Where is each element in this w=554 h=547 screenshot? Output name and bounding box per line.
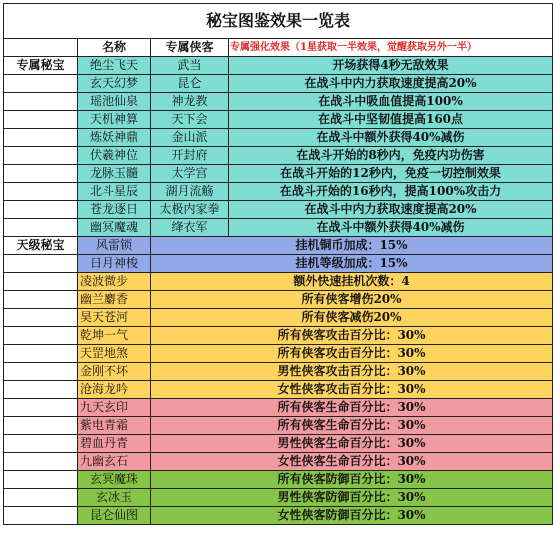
header-row: [4, 39, 553, 57]
category-cell: [4, 219, 78, 237]
table-row: [4, 345, 553, 363]
treasure-name: 紫电青霜: [78, 417, 151, 435]
effect-text: 在战斗中额外获得40%减伤: [229, 129, 553, 147]
category-cell: [4, 489, 78, 507]
hero-name: 武当: [151, 57, 229, 75]
treasure-name: 绝尘飞天: [78, 57, 151, 75]
category-cell: [4, 183, 78, 201]
treasure-name: 天罡地煞: [78, 345, 151, 363]
treasure-name: 沧海龙吟: [78, 381, 151, 399]
effect-text: 女性侠客防御百分比：30%: [151, 507, 553, 525]
hero-name: 绛衣军: [151, 219, 229, 237]
category-cell: [4, 273, 78, 291]
table-row: [4, 75, 553, 93]
treasure-name: 九天玄印: [78, 399, 151, 417]
effect-text: 女性侠客生命百分比：30%: [151, 453, 553, 471]
effect-text: 所有侠客攻击百分比：30%: [151, 345, 553, 363]
effect-text: 在战斗中吸血值提高100%: [229, 93, 553, 111]
treasure-name: 凌波微步: [78, 273, 151, 291]
table-row: [4, 453, 553, 471]
table-row: [4, 255, 553, 273]
hero-name: 神龙教: [151, 93, 229, 111]
table-row: [4, 435, 553, 453]
treasure-name: 瑶池仙泉: [78, 93, 151, 111]
hero-name: 天下会: [151, 111, 229, 129]
category-cell: [4, 255, 78, 273]
treasure-name: 幽冥魔魂: [78, 219, 151, 237]
table-row: [4, 237, 553, 255]
category-cell: [4, 345, 78, 363]
table-row: [4, 165, 553, 183]
effect-text: 在战斗中坚韧值提高160点: [229, 111, 553, 129]
category-label: 专属秘宝: [4, 57, 78, 75]
category-cell: [4, 201, 78, 219]
effect-text: 开场获得4秒无敌效果: [229, 57, 553, 75]
treasure-name: 金刚不坏: [78, 363, 151, 381]
table-row: [4, 417, 553, 435]
table-row: [4, 327, 553, 345]
header-note: 专属强化效果（1星获取一半效果，觉醒获取另外一半）: [229, 39, 553, 57]
treasure-name: 昆仑仙图: [78, 507, 151, 525]
hero-name: 太学宫: [151, 165, 229, 183]
treasure-name: 玄冰玉: [78, 489, 151, 507]
table-row: [4, 489, 553, 507]
hero-name: 太极内家拳: [151, 201, 229, 219]
treasure-name: 碧血丹青: [78, 435, 151, 453]
category-cell: [4, 129, 78, 147]
category-label: 天级秘宝: [4, 237, 78, 255]
category-cell: [4, 417, 78, 435]
category-cell: [4, 381, 78, 399]
effect-text: 所有侠客增伤20%: [151, 291, 553, 309]
table-row: [4, 147, 553, 165]
table-row: [4, 201, 553, 219]
category-cell: [4, 363, 78, 381]
table-row: [4, 93, 553, 111]
effect-text: 所有侠客生命百分比：30%: [151, 417, 553, 435]
effect-text: 额外快速挂机次数：4: [151, 273, 553, 291]
treasure-name: 风雷锁: [78, 237, 151, 255]
category-cell: [4, 327, 78, 345]
treasure-name: 龙脉玉髓: [78, 165, 151, 183]
category-cell: [4, 165, 78, 183]
treasure-name: 北斗星辰: [78, 183, 151, 201]
treasure-name: 炼妖神鼎: [78, 129, 151, 147]
table-row: [4, 381, 553, 399]
table-row: [4, 219, 553, 237]
hero-name: 湖月流觞: [151, 183, 229, 201]
table-row: [4, 399, 553, 417]
effect-text: 在战斗开始的16秒内，提高100%攻击力: [229, 183, 553, 201]
page-title: 秘宝图鉴效果一览表: [4, 4, 553, 39]
table-row: [4, 57, 553, 75]
effect-text: 在战斗开始的12秒内，免疫一切控制效果: [229, 165, 553, 183]
hero-name: 昆仑: [151, 75, 229, 93]
effect-text: 挂机等级加成：15%: [151, 255, 553, 273]
treasure-name: 天机神算: [78, 111, 151, 129]
category-cell: [4, 93, 78, 111]
treasure-name: 九幽玄石: [78, 453, 151, 471]
effect-text: 在战斗中内力获取速度提高20%: [229, 201, 553, 219]
hero-name: 金山派: [151, 129, 229, 147]
effect-text: 男性侠客生命百分比：30%: [151, 435, 553, 453]
effect-text: 女性侠客攻击百分比：30%: [151, 381, 553, 399]
effect-text: 在战斗开始的8秒内，免疫内功伤害: [229, 147, 553, 165]
category-cell: [4, 291, 78, 309]
category-cell: [4, 309, 78, 327]
treasure-name: 伏羲神位: [78, 147, 151, 165]
table-row: [4, 309, 553, 327]
table-row: [4, 291, 553, 309]
effect-text: 所有侠客生命百分比：30%: [151, 399, 553, 417]
treasure-name: 幽兰麝香: [78, 291, 151, 309]
treasure-name: 乾坤一气: [78, 327, 151, 345]
category-cell: [4, 435, 78, 453]
table-row: [4, 111, 553, 129]
table-row: [4, 273, 553, 291]
header-hero: 专属侠客: [151, 39, 229, 57]
effect-text: 所有侠客防御百分比：30%: [151, 471, 553, 489]
table-row: [4, 129, 553, 147]
effect-text: 男性侠客防御百分比：30%: [151, 489, 553, 507]
category-cell: [4, 507, 78, 525]
header-category-cell: [4, 39, 78, 57]
table-row: [4, 183, 553, 201]
category-cell: [4, 453, 78, 471]
effect-text: 所有侠客攻击百分比：30%: [151, 327, 553, 345]
hero-name: 开封府: [151, 147, 229, 165]
treasure-name: 玄冥魔珠: [78, 471, 151, 489]
table-row: [4, 363, 553, 381]
effect-text: 在战斗中内力获取速度提高20%: [229, 75, 553, 93]
table-row: [4, 471, 553, 489]
category-cell: [4, 147, 78, 165]
effect-text: 所有侠客减伤20%: [151, 309, 553, 327]
treasure-name: 昊天苍河: [78, 309, 151, 327]
title-row: [4, 4, 553, 39]
category-cell: [4, 471, 78, 489]
category-cell: [4, 399, 78, 417]
effect-text: 在战斗中额外获得40%减伤: [229, 219, 553, 237]
treasure-name: 苍龙逐日: [78, 201, 151, 219]
effects-table: [3, 3, 553, 525]
category-cell: [4, 75, 78, 93]
header-name: 名称: [78, 39, 151, 57]
treasure-name: 日月神梭: [78, 255, 151, 273]
treasure-name: 玄天幻梦: [78, 75, 151, 93]
effect-text: 挂机铜币加成：15%: [151, 237, 553, 255]
category-cell: [4, 111, 78, 129]
table-row: [4, 507, 553, 525]
effect-text: 男性侠客攻击百分比：30%: [151, 363, 553, 381]
